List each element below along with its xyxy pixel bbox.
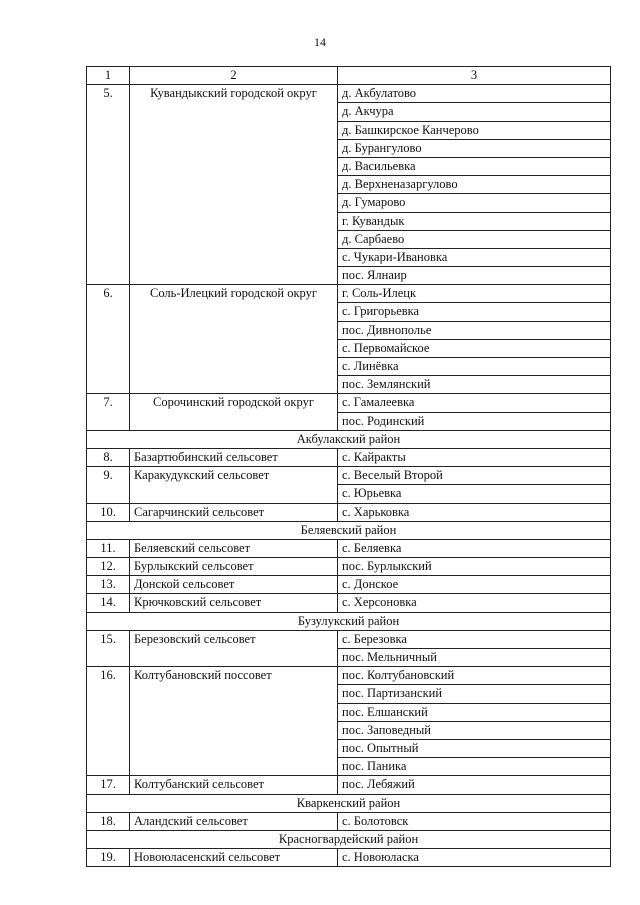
settlement-name: с. Веселый Второй (338, 467, 611, 485)
district-row (87, 794, 611, 812)
settlement-name: г. Соль-Илецк (338, 285, 611, 303)
settlement-name: пос. Заповедный (338, 721, 611, 739)
row-number: 18. (87, 812, 130, 830)
settlement-name: д. Башкирское Канчерово (338, 121, 611, 139)
municipal-unit: Березовский сельсовет (130, 630, 338, 666)
table-row (87, 394, 611, 412)
municipal-unit: Соль-Илецкий городской округ (130, 285, 338, 394)
settlement-name: д. Верхненазаргулово (338, 176, 611, 194)
settlement-name: с. Херсоновка (338, 594, 611, 612)
municipal-unit: Крючковский сельсовет (130, 594, 338, 612)
settlement-name: с. Гамалеевка (338, 394, 611, 412)
municipal-unit: Кувандыкский городской округ (130, 85, 338, 285)
settlement-name: пос. Дивнополье (338, 321, 611, 339)
district-name: Кваркенский район (87, 794, 611, 812)
settlement-name: с. Донское (338, 576, 611, 594)
row-number: 7. (87, 394, 130, 430)
settlement-name: пос. Колтубановский (338, 667, 611, 685)
row-number: 19. (87, 849, 130, 867)
settlement-name: пос. Землянский (338, 376, 611, 394)
row-number: 9. (87, 467, 130, 503)
settlement-name: пос. Партизанский (338, 685, 611, 703)
table-row (87, 539, 611, 557)
settlement-name: с. Березовка (338, 630, 611, 648)
settlement-name: с. Линёвка (338, 358, 611, 376)
settlement-name: пос. Бурлыкский (338, 558, 611, 576)
settlement-name: пос. Родинский (338, 412, 611, 430)
settlement-name: с. Юрьевка (338, 485, 611, 503)
row-number: 6. (87, 285, 130, 394)
district-name: Акбулакский район (87, 430, 611, 448)
municipal-unit: Новоюласенский сельсовет (130, 849, 338, 867)
row-number: 5. (87, 85, 130, 285)
table-row (87, 812, 611, 830)
row-number: 12. (87, 558, 130, 576)
table-row (87, 776, 611, 794)
row-number: 15. (87, 630, 130, 666)
settlement-name: д. Акчура (338, 103, 611, 121)
row-number: 8. (87, 448, 130, 466)
municipal-unit: Сорочинский городской округ (130, 394, 338, 430)
table-row (87, 467, 611, 485)
municipal-unit: Донской сельсовет (130, 576, 338, 594)
header-col-2: 2 (130, 67, 338, 85)
settlement-name: с. Григорьевка (338, 303, 611, 321)
table-row (87, 503, 611, 521)
settlement-name: пос. Паника (338, 758, 611, 776)
district-row (87, 612, 611, 630)
municipal-unit: Колтубанский сельсовет (130, 776, 338, 794)
header-col-1: 1 (87, 67, 130, 85)
settlement-name: с. Чукари-Ивановка (338, 248, 611, 266)
row-number: 14. (87, 594, 130, 612)
district-row (87, 830, 611, 848)
municipal-unit: Базартюбинский сельсовет (130, 448, 338, 466)
municipal-unit: Колтубановский поссовет (130, 667, 338, 776)
header-row (87, 67, 611, 85)
settlement-name: с. Беляевка (338, 539, 611, 557)
row-number: 11. (87, 539, 130, 557)
district-name: Беляевский район (87, 521, 611, 539)
row-number: 13. (87, 576, 130, 594)
row-number: 16. (87, 667, 130, 776)
table-row (87, 849, 611, 867)
settlement-name: с. Первомайское (338, 339, 611, 357)
row-number: 17. (87, 776, 130, 794)
page-number: 14 (314, 35, 326, 49)
table-row (87, 285, 611, 303)
district-row (87, 430, 611, 448)
municipal-unit: Сагарчинский сельсовет (130, 503, 338, 521)
district-name: Красногвардейский район (87, 830, 611, 848)
settlement-name: с. Кайракты (338, 448, 611, 466)
settlement-name: г. Кувандык (338, 212, 611, 230)
municipal-unit: Аландский сельсовет (130, 812, 338, 830)
table-body (87, 67, 611, 867)
settlement-name: с. Харьковка (338, 503, 611, 521)
settlement-name: пос. Елшанский (338, 703, 611, 721)
settlement-name: пос. Мельничный (338, 649, 611, 667)
table-row (87, 448, 611, 466)
settlement-name: пос. Опытный (338, 739, 611, 757)
settlement-name: д. Бурангулово (338, 139, 611, 157)
settlement-name: д. Сарбаево (338, 230, 611, 248)
settlement-name: д. Васильевка (338, 157, 611, 175)
table-row (87, 558, 611, 576)
table-row (87, 85, 611, 103)
row-number: 10. (87, 503, 130, 521)
table-row (87, 576, 611, 594)
settlement-name: пос. Ялнаир (338, 267, 611, 285)
district-name: Бузулукский район (87, 612, 611, 630)
settlement-name: пос. Лебяжий (338, 776, 611, 794)
settlement-name: с. Болотовск (338, 812, 611, 830)
settlement-name: д. Акбулатово (338, 85, 611, 103)
municipal-unit: Беляевский сельсовет (130, 539, 338, 557)
municipal-unit: Бурлыкский сельсовет (130, 558, 338, 576)
district-row (87, 521, 611, 539)
settlement-name: д. Гумарово (338, 194, 611, 212)
table-row (87, 630, 611, 648)
settlements-table (86, 66, 611, 867)
settlement-name: с. Новоюласка (338, 849, 611, 867)
table-row (87, 594, 611, 612)
table-row (87, 667, 611, 685)
municipal-unit: Каракудукский сельсовет (130, 467, 338, 503)
header-col-3: 3 (338, 67, 611, 85)
